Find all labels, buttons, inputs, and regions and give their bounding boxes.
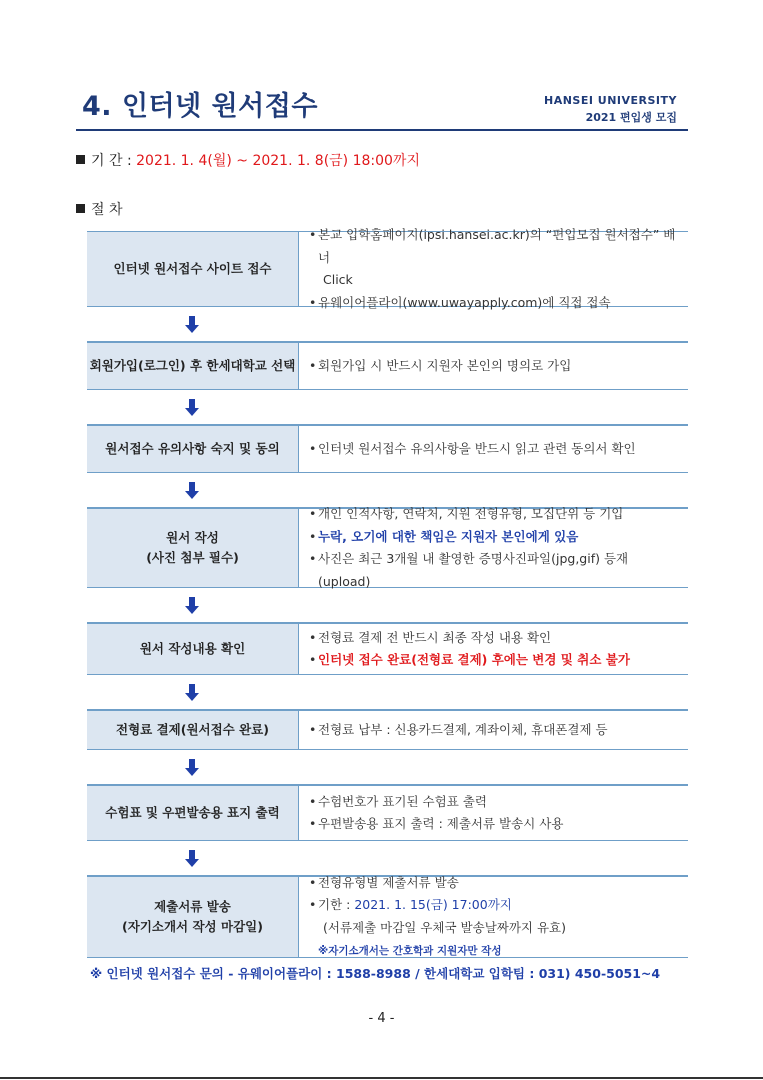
step-detail-text: 인터넷 원서접수 유의사항을 반드시 읽고 관련 동의서 확인 (318, 440, 636, 456)
page-number: - 4 - (368, 1011, 395, 1026)
step-label-line: 원서접수 유의사항 숙지 및 동의 (105, 441, 280, 456)
procedure-line (76, 199, 123, 219)
step-label (87, 786, 299, 840)
square-bullet-icon (76, 155, 85, 164)
step-row (87, 876, 688, 958)
step-detail-text: 유웨이어플라이(www.uwayapply.com)에 직접 접속 (318, 294, 611, 310)
step-detail-line (309, 224, 680, 269)
down-arrow-icon (185, 759, 199, 776)
step-label (87, 711, 299, 749)
arrow-row (87, 750, 688, 785)
step-label-line: 회원가입(로그인) 후 한세대학교 선택 (89, 358, 296, 373)
step-row (87, 342, 688, 390)
arrow-row (87, 675, 688, 710)
step-detail-line (309, 548, 680, 593)
bottom-divider (0, 1077, 763, 1079)
step-detail-text: 사진은 최근 3개월 내 촬영한 증명사진파일(jpg,gif) 등재(upload) (318, 551, 629, 589)
deadline-value: 2021. 1. 15(금) 17:00까지 (354, 897, 512, 912)
step-row (87, 508, 688, 588)
step-label (87, 877, 299, 957)
step-label-line: 제출서류 발송 (154, 899, 231, 914)
procedure-flow (87, 227, 688, 958)
step-description (299, 506, 688, 589)
period-label: 기 간 : (91, 153, 132, 169)
step-label-line: 전형료 결제(원서접수 완료) (116, 722, 269, 737)
contact-note: ※ 인터넷 원서접수 문의 - 유웨이어플라이 : 1588-8988 / 한세대학교 입학팀 : 031) 450-5051~4 (90, 966, 661, 981)
step-detail-text: 전형료 결제 전 반드시 최종 작성 내용 확인 (318, 629, 552, 645)
arrow-row (87, 588, 688, 623)
header-branding (544, 94, 677, 125)
down-arrow-icon (185, 597, 199, 614)
step-description (299, 343, 688, 389)
arrow-row (87, 390, 688, 425)
step-row (87, 623, 688, 675)
step-description (299, 711, 688, 749)
step-detail-line (309, 872, 680, 895)
step-detail-line (309, 939, 680, 963)
step-detail-line (309, 917, 680, 940)
down-arrow-icon (185, 684, 199, 701)
step-description (299, 227, 688, 310)
step-row (87, 785, 688, 841)
arrow-row (87, 307, 688, 342)
step-description (299, 426, 688, 472)
step-label-line: 인터넷 원서접수 사이트 접수 (113, 261, 272, 276)
step-label-line: 수험표 및 우편발송용 표지 출력 (105, 805, 280, 820)
step-label (87, 509, 299, 587)
down-arrow-icon (185, 399, 199, 416)
step-detail-line (309, 719, 680, 742)
header-divider (76, 129, 688, 131)
step-detail-text: (서류제출 마감일 우체국 발송날짜까지 유효) (323, 919, 566, 935)
period-line (76, 150, 420, 170)
step-detail-text: 본교 입학홈페이지(ipsi.hansei.ac.kr)의 “편입모집 원서접수” 배너 (318, 227, 676, 265)
step-detail-text: 누락, 오기에 대한 책임은 지원자 본인에게 있음 (318, 528, 579, 544)
step-description (299, 624, 688, 674)
step-detail-line (309, 894, 680, 917)
step-detail-line (309, 649, 680, 672)
step-detail-line (309, 526, 680, 549)
step-label-line: (자기소개서 작성 마감일) (122, 919, 263, 934)
step-label (87, 624, 299, 674)
step-detail-line (309, 355, 680, 378)
recruit-title: 2021 편입생 모집 (585, 111, 677, 124)
step-detail-text: ※자기소개서는 간호학과 지원자만 작성 (318, 945, 502, 957)
procedure-label: 절 차 (91, 202, 123, 218)
step-detail-line (309, 791, 680, 814)
step-detail-line (309, 503, 680, 526)
step-label (87, 232, 299, 306)
step-row (87, 425, 688, 473)
step-detail-text: 인터넷 접수 완료(전형료 결제) 후에는 변경 및 취소 불가 (318, 652, 630, 667)
period-value: 2021. 1. 4(월) ~ 2021. 1. 8(금) 18:00까지 (136, 153, 420, 169)
step-detail-line (309, 813, 680, 836)
step-detail-line (309, 627, 680, 650)
step-description (299, 786, 688, 840)
down-arrow-icon (185, 316, 199, 333)
university-name: HANSEI UNIVERSITY (544, 94, 677, 107)
step-description (299, 874, 688, 957)
down-arrow-icon (185, 850, 199, 867)
step-label (87, 426, 299, 472)
down-arrow-icon (185, 482, 199, 499)
step-label-line: 원서 작성내용 확인 (139, 641, 246, 656)
step-label-line: (사진 첨부 필수) (146, 550, 239, 565)
step-detail-line (309, 269, 680, 292)
step-detail-text: 전형유형별 제출서류 발송 (318, 874, 459, 890)
square-bullet-icon (76, 204, 85, 213)
step-detail-text: 기한 : (318, 897, 355, 912)
step-detail-text: Click (323, 272, 353, 287)
step-detail-text: 회원가입 시 반드시 지원자 본인의 명의로 가입 (318, 357, 572, 373)
step-detail-line (309, 438, 680, 461)
step-detail-text: 우편발송용 표지 출력 : 제출서류 발송시 사용 (318, 816, 564, 831)
step-row (87, 227, 688, 310)
page-title: 4. 인터넷 원서접수 (82, 91, 318, 122)
step-detail-text: 수험번호가 표기된 수험표 출력 (318, 793, 487, 809)
step-label-line: 원서 작성 (166, 530, 219, 545)
step-detail-text: 전형료 납부 : 신용카드결제, 계좌이체, 휴대폰결제 등 (318, 721, 608, 737)
step-label (87, 343, 299, 389)
step-detail-text: 개인 인적사항, 연락처, 지원 전형유형, 모집단위 등 기입 (318, 506, 624, 521)
step-row (87, 710, 688, 750)
